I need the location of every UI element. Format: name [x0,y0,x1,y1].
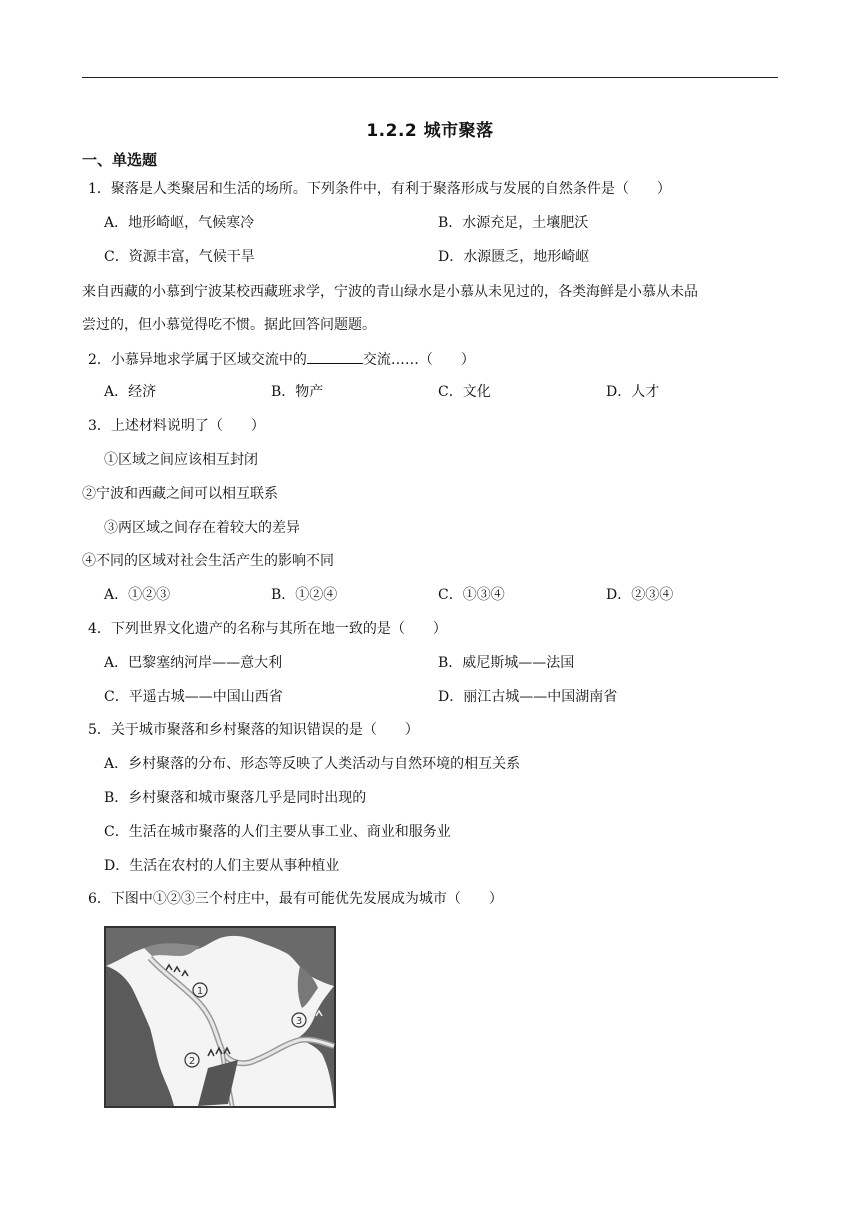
page-title: 1.2.2 城市聚落 [366,121,494,141]
question-5-option-b[interactable]: B．乡村聚落和城市聚落几乎是同时出现的 [104,790,367,806]
material-line-1: 来自西藏的小慕到宁波某校西藏班求学，宁波的青山绿水是小慕从未见过的，各类海鲜是小慕从未品 [82,284,698,300]
question-3-option-b[interactable]: B．①②④ [271,587,338,603]
question-2-stem-start: 2．小慕异地求学属于区域交流中的 [88,352,307,368]
question-3-option-a[interactable]: A．①②③ [104,587,171,603]
village-3-label: 3 [295,1016,303,1027]
question-3-stem: 3．上述材料说明了（ ） [88,418,265,434]
question-1-option-d[interactable]: D．水源匮乏，地形崎岖 [438,249,590,265]
question-6-stem: 6．下图中①②③三个村庄中，最有可能优先发展成为城市（ ） [88,891,503,907]
header-rule [82,77,778,78]
question-4-option-c[interactable]: C．平遥古城——中国山西省 [104,689,283,705]
question-3-statement-1: ①区域之间应该相互封闭 [104,452,258,468]
question-5-stem: 5．关于城市聚落和乡村聚落的知识错误的是（ ） [88,722,419,738]
village-map-figure [104,926,336,1108]
question-1-option-b[interactable]: B．水源充足，土壤肥沃 [438,215,589,231]
question-3-statement-2: ②宁波和西藏之间可以相互联系 [82,486,278,502]
village-1-label: 1 [196,986,204,997]
question-2-option-b[interactable]: B．物产 [271,384,324,400]
question-4-option-a[interactable]: A．巴黎塞纳河岸——意大利 [104,655,283,671]
question-2-option-d[interactable]: D．人才 [606,384,660,400]
question-3-option-d[interactable]: D．②③④ [606,587,674,603]
section-heading: 一、单选题 [82,151,158,169]
question-3-statement-3: ③两区域之间存在着较大的差异 [104,520,300,536]
question-5-option-a[interactable]: A．乡村聚落的分布、形态等反映了人类活动与自然环境的相互关系 [104,756,521,772]
question-4-stem: 4．下列世界文化遗产的名称与其所在地一致的是（ ） [88,621,447,637]
village-2-label: 2 [188,1056,196,1067]
question-3-option-c[interactable]: C．①③④ [438,587,505,603]
question-2-option-a[interactable]: A．经济 [104,384,157,400]
question-3-statement-4: ④不同的区域对社会生活产生的影响不同 [82,553,334,569]
question-2-stem [88,349,475,370]
question-1-stem: 1．聚落是人类聚居和生活的场所。下列条件中，有利于聚落形成与发展的自然条件是（ ） [88,181,671,197]
answer-blank[interactable] [307,349,363,364]
question-2-stem-end: 交流……（ ） [362,352,475,368]
question-5-option-d[interactable]: D．生活在农村的人们主要从事种植业 [104,858,340,874]
question-2-option-c[interactable]: C．文化 [438,384,491,400]
question-1-option-a[interactable]: A．地形崎岖，气候寒冷 [104,215,255,231]
material-line-2: 尝过的，但小慕觉得吃不惯。据此回答问题题。 [82,317,376,333]
question-5-option-c[interactable]: C．生活在城市聚落的人们主要从事工业、商业和服务业 [104,824,451,840]
question-4-option-d[interactable]: D．丽江古城——中国湖南省 [438,689,618,705]
question-1-option-c[interactable]: C．资源丰富，气候干旱 [104,249,255,265]
question-4-option-b[interactable]: B．威尼斯城——法国 [438,655,575,671]
